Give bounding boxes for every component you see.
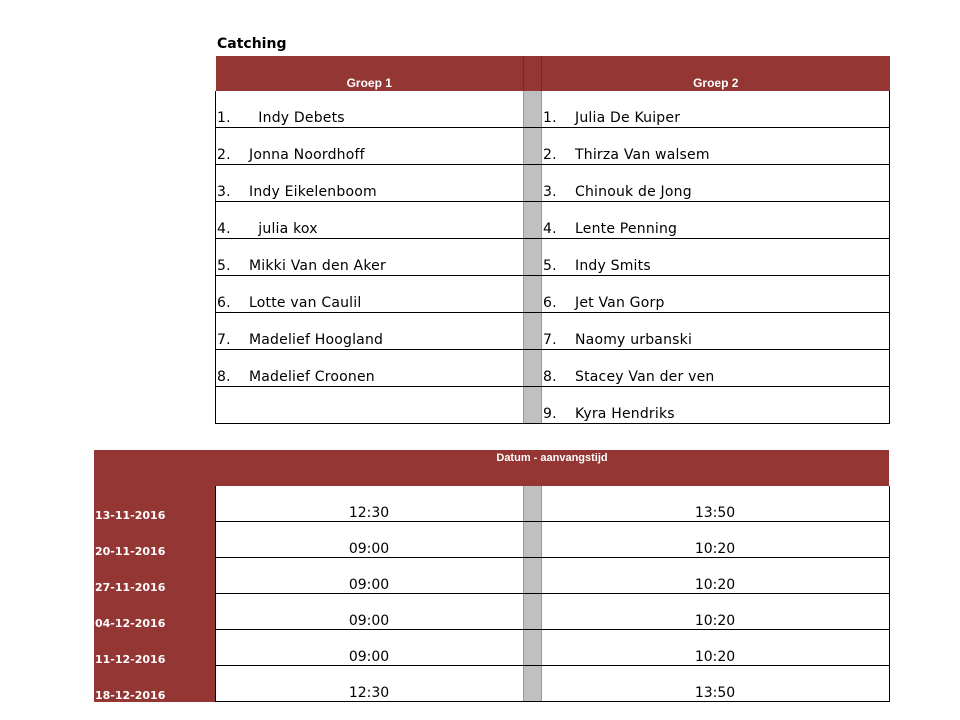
group2-player-name: Lente Penning <box>575 221 678 237</box>
group2-player-name: Chinouk de Jong <box>575 184 692 200</box>
column-separator <box>524 350 542 387</box>
column-separator <box>524 239 542 276</box>
column-separator <box>523 630 541 666</box>
group2-start-time: 10:20 <box>541 594 889 630</box>
group2-player-cell <box>542 202 890 239</box>
group1-player-name: Mikki Van den Aker <box>249 258 386 274</box>
group2-player-name: Thirza Van walsem <box>575 147 710 163</box>
schedule-header: Datum - aanvangstijd <box>215 450 889 486</box>
group2-player-number: 9. <box>543 406 557 422</box>
group2-player-number: 7. <box>543 332 557 348</box>
group1-player-number: 4. <box>217 221 231 237</box>
group1-player-cell <box>216 165 524 202</box>
group1-player-cell <box>216 128 524 165</box>
group1-player-cell <box>216 239 524 276</box>
group2-player-number: 1. <box>543 110 557 126</box>
schedule-row <box>94 558 889 594</box>
group2-header: Groep 2 <box>542 56 890 91</box>
page-title: Catching <box>217 36 287 52</box>
schedule-table <box>94 450 890 702</box>
group2-start-time: 10:20 <box>541 558 889 594</box>
column-separator <box>523 486 541 522</box>
group2-start-time: 10:20 <box>541 630 889 666</box>
group2-player-name: Kyra Hendriks <box>575 406 675 422</box>
table-row <box>216 239 890 276</box>
column-separator <box>524 387 542 424</box>
column-separator <box>524 202 542 239</box>
schedule-date: 13-11-2016 <box>94 486 215 522</box>
group2-player-cell <box>542 313 890 350</box>
table-row <box>216 350 890 387</box>
group1-player-number: 6. <box>217 295 231 311</box>
date-column-header <box>94 450 215 486</box>
group1-start-time: 09:00 <box>215 522 523 558</box>
group1-player-cell <box>216 350 524 387</box>
group2-player-number: 6. <box>543 295 557 311</box>
schedule-date: 18-12-2016 <box>94 666 215 702</box>
group1-player-cell <box>216 202 524 239</box>
column-separator <box>523 522 541 558</box>
group2-player-name: Julia De Kuiper <box>575 110 681 126</box>
group1-player-cell <box>216 313 524 350</box>
table-row <box>216 165 890 202</box>
group2-player-number: 3. <box>543 184 557 200</box>
group2-player-cell <box>542 239 890 276</box>
groups-header-row <box>216 56 890 91</box>
schedule-header-row <box>94 450 889 486</box>
group2-player-number: 5. <box>543 258 557 274</box>
table-row <box>216 128 890 165</box>
schedule-date: 27-11-2016 <box>94 558 215 594</box>
group2-player-number: 4. <box>543 221 557 237</box>
column-separator <box>523 666 541 702</box>
column-separator <box>524 276 542 313</box>
group2-player-name: Indy Smits <box>575 258 651 274</box>
table-row <box>216 202 890 239</box>
group1-start-time: 12:30 <box>215 486 523 522</box>
group1-start-time: 09:00 <box>215 594 523 630</box>
column-separator <box>523 594 541 630</box>
group1-header: Groep 1 <box>216 56 524 91</box>
schedule-row <box>94 522 889 558</box>
schedule-date: 20-11-2016 <box>94 522 215 558</box>
group1-player-name: Indy Debets <box>249 110 345 126</box>
group1-player-number: 1. <box>217 110 231 126</box>
group1-player-name: Madelief Croonen <box>249 369 375 385</box>
group2-player-number: 2. <box>543 147 557 163</box>
table-row <box>216 276 890 313</box>
group1-start-time: 12:30 <box>215 666 523 702</box>
group1-player-name: julia kox <box>249 221 318 237</box>
table-row <box>216 91 890 128</box>
schedule-date: 11-12-2016 <box>94 630 215 666</box>
column-separator <box>523 558 541 594</box>
group2-start-time: 13:50 <box>541 666 889 702</box>
column-separator <box>524 56 542 91</box>
schedule-row <box>94 630 889 666</box>
column-separator <box>524 165 542 202</box>
group1-player-name: Indy Eikelenboom <box>249 184 377 200</box>
group2-start-time: 13:50 <box>541 486 889 522</box>
groups-table <box>215 56 890 424</box>
group2-player-cell <box>542 276 890 313</box>
group2-player-name: Naomy urbanski <box>575 332 693 348</box>
column-separator <box>524 313 542 350</box>
schedule-row <box>94 486 889 522</box>
group1-player-name: Jonna Noordhoff <box>249 147 365 163</box>
group1-player-number: 5. <box>217 258 231 274</box>
group2-player-cell <box>542 165 890 202</box>
group1-player-name: Madelief Hoogland <box>249 332 384 348</box>
group1-start-time: 09:00 <box>215 630 523 666</box>
group2-player-cell <box>542 91 890 128</box>
group1-player-number: 8. <box>217 369 231 385</box>
group2-player-number: 8. <box>543 369 557 385</box>
group1-start-time: 09:00 <box>215 558 523 594</box>
group2-player-cell <box>542 387 890 424</box>
schedule-row <box>94 594 889 630</box>
table-row <box>216 387 890 424</box>
group1-player-number: 3. <box>217 184 231 200</box>
group1-player-cell <box>216 387 524 424</box>
schedule-date: 04-12-2016 <box>94 594 215 630</box>
group1-player-name: Lotte van Caulil <box>249 295 362 311</box>
group2-player-name: Stacey Van der ven <box>575 369 715 385</box>
group1-player-number: 7. <box>217 332 231 348</box>
group2-start-time: 10:20 <box>541 522 889 558</box>
group1-player-cell <box>216 91 524 128</box>
table-row <box>216 313 890 350</box>
group1-player-number: 2. <box>217 147 231 163</box>
column-separator <box>524 128 542 165</box>
column-separator <box>524 91 542 128</box>
schedule-row <box>94 666 889 702</box>
group2-player-cell <box>542 350 890 387</box>
group2-player-name: Jet Van Gorp <box>575 295 665 311</box>
group2-player-cell <box>542 128 890 165</box>
group1-player-cell <box>216 276 524 313</box>
